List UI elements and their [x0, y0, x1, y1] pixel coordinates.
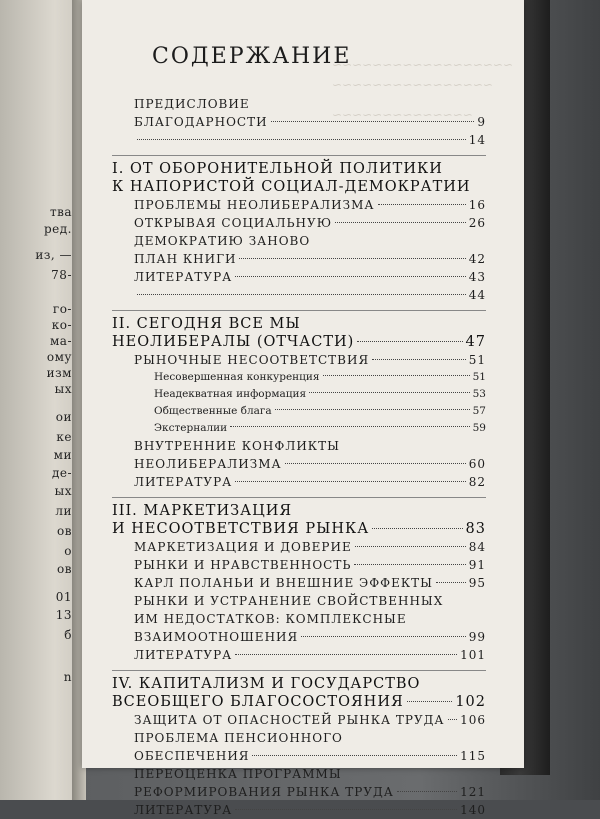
toc-section: [112, 455, 486, 473]
table-of-contents: [112, 95, 486, 819]
entry-title: ПЕРЕОЦЕНКА ПРОГРАММЫ: [134, 767, 342, 781]
toc-subsection: [112, 403, 486, 420]
dot-leader: [372, 528, 462, 529]
left-page: [0, 0, 78, 800]
entry-title: ВЗАИМООТНОШЕНИЯ: [134, 630, 299, 644]
page-number: 26: [468, 216, 486, 230]
entry-title: ОТКРЫВАЯ СОЦИАЛЬНУЮ: [134, 216, 333, 230]
left-page-fragment: ои: [55, 410, 72, 424]
page-number: 106: [460, 713, 486, 727]
toc-section: [112, 232, 486, 250]
page-number: 83: [465, 521, 486, 537]
entry-title: ЛИТЕРАТУРА: [134, 475, 233, 489]
toc-chapter-heading: [112, 675, 486, 693]
page-number: 16: [468, 198, 486, 212]
entry-title: Экстерналии: [154, 422, 228, 434]
page-number: 9: [477, 115, 486, 129]
dot-leader: [235, 481, 465, 482]
toc-section: [112, 747, 486, 765]
entry-title: РЫНОЧНЫЕ НЕСООТВЕТСТВИЯ: [134, 353, 370, 367]
dot-leader: [357, 341, 462, 342]
toc-section: [112, 214, 486, 232]
entry-title: К НАПОРИСТОЙ СОЦИАЛ-ДЕМОКРАТИИ: [112, 179, 471, 195]
left-page-fragment: ов: [57, 524, 72, 538]
show-through-text: ~~~~~~~~~~~~~~: [332, 108, 473, 122]
page-number: 95: [468, 576, 486, 590]
toc-section: [112, 538, 486, 556]
dot-leader: [235, 276, 465, 277]
chapter-separator: [112, 497, 486, 498]
entry-title: ВСЕОБЩЕГО БЛАГОСОСТОЯНИЯ: [112, 694, 404, 710]
toc-section: [112, 610, 486, 628]
page-number: 140: [460, 803, 486, 817]
dot-leader: [407, 701, 453, 702]
toc-section: [112, 113, 486, 131]
entry-title: ПРОБЛЕМЫ НЕОЛИБЕРАЛИЗМА: [134, 198, 375, 212]
page-number: 51: [468, 353, 486, 367]
dot-leader: [397, 791, 457, 792]
left-page-fragment: ому: [46, 350, 72, 364]
left-page-fragment: изм: [46, 366, 72, 380]
entry-title: ЛИТЕРАТУРА: [134, 648, 233, 662]
page-title: СОДЕРЖАНИЕ: [152, 44, 352, 69]
page-number: 84: [468, 540, 486, 554]
chapter-separator: [112, 310, 486, 311]
left-page-fragment: о: [64, 544, 72, 558]
entry-title: И НЕСООТВЕТСТВИЯ РЫНКА: [112, 521, 370, 537]
page-number: 47: [465, 334, 486, 350]
entry-title: III. МАРКЕТИЗАЦИЯ: [112, 503, 293, 519]
show-through-text: ~~~~~~~~~~~~~~~~: [332, 78, 493, 92]
toc-page: [82, 0, 524, 817]
chapter-separator: [112, 670, 486, 671]
toc-section: [112, 574, 486, 592]
dot-leader: [137, 139, 466, 140]
dot-leader: [137, 294, 466, 295]
entry-title: ВНУТРЕННИЕ КОНФЛИКТЫ: [134, 439, 340, 453]
entry-title: РЫНКИ И НРАВСТВЕННОСТЬ: [134, 558, 352, 572]
left-page-fragment: ов: [57, 562, 72, 576]
entry-title: РЕФОРМИРОВАНИЯ РЫНКА ТРУДА: [134, 785, 394, 799]
dot-leader: [323, 375, 470, 376]
dot-leader: [230, 426, 469, 427]
toc-section: [112, 801, 486, 819]
left-page-fragment: ма-: [49, 334, 72, 348]
toc-chapter-heading: [112, 160, 486, 178]
toc-chapter-heading: [112, 693, 486, 711]
page-number: 57: [472, 405, 486, 417]
entry-title: IV. КАПИТАЛИЗМ И ГОСУДАРСТВО: [112, 676, 421, 692]
entry-title: НЕОЛИБЕРАЛЫ (ОТЧАСТИ): [112, 334, 355, 350]
toc-chapter-heading: [112, 333, 486, 351]
entry-title: РЫНКИ И УСТРАНЕНИЕ СВОЙСТВЕННЫХ: [134, 594, 444, 608]
entry-title: ПРЕДИСЛОВИЕ: [134, 97, 250, 111]
dot-leader: [235, 809, 457, 810]
entry-title: ЛИТЕРАТУРА: [134, 270, 233, 284]
toc-page-number-line: [112, 286, 486, 304]
left-page-fragment: 78-: [51, 268, 72, 282]
left-page-fragment: ко-: [51, 318, 72, 332]
page-number: 42: [468, 252, 486, 266]
show-through-text: ~~~~~~~~~~~~~~~~~~: [332, 58, 513, 72]
toc-chapter-heading: [112, 520, 486, 538]
toc-section: [112, 592, 486, 610]
page-number: 101: [460, 648, 486, 662]
dot-leader: [335, 222, 466, 223]
left-page-fragment: ли: [55, 504, 72, 518]
entry-title: II. СЕГОДНЯ ВСЕ МЫ: [112, 316, 301, 332]
left-page-fragment: б: [64, 628, 72, 642]
toc-chapter-heading: [112, 502, 486, 520]
entry-title: ПЛАН КНИГИ: [134, 252, 237, 266]
toc-section: [112, 268, 486, 286]
toc-subsection: [112, 369, 486, 386]
dot-leader: [354, 564, 465, 565]
toc-section: [112, 250, 486, 268]
left-page-fragment: ых: [54, 382, 72, 396]
page-number: 99: [468, 630, 486, 644]
dot-leader: [378, 204, 466, 205]
left-page-fragment: из, —: [35, 248, 72, 262]
dot-leader: [271, 121, 475, 122]
entry-title: МАРКЕТИЗАЦИЯ И ДОВЕРИЕ: [134, 540, 352, 554]
toc-section: [112, 765, 486, 783]
left-page-fragment: 13: [55, 608, 72, 622]
dot-leader: [285, 463, 466, 464]
entry-title: ПРОБЛЕМА ПЕНСИОННОГО: [134, 731, 343, 745]
toc-section: [112, 783, 486, 801]
dot-leader: [235, 654, 457, 655]
toc-section: [112, 729, 486, 747]
entry-title: ЗАЩИТА ОТ ОПАСНОСТЕЙ РЫНКА ТРУДА: [134, 713, 445, 727]
entry-title: ДЕМОКРАТИЮ ЗАНОВО: [134, 234, 311, 248]
left-page-fragment: де-: [51, 466, 72, 480]
entry-title: ОБЕСПЕЧЕНИЯ: [134, 749, 250, 763]
dot-leader: [355, 546, 466, 547]
left-page-fragment: го-: [52, 302, 72, 316]
page-number: 115: [460, 749, 486, 763]
page-number: 60: [468, 457, 486, 471]
chapter-separator: [112, 155, 486, 156]
toc-section: [112, 556, 486, 574]
toc-section: [112, 437, 486, 455]
entry-title: Общественные блага: [154, 405, 272, 417]
entry-title: ИМ НЕДОСТАТКОВ: КОМПЛЕКСНЫЕ: [134, 612, 407, 626]
toc-section: [112, 473, 486, 491]
entry-title: I. ОТ ОБОРОНИТЕЛЬНОЙ ПОЛИТИКИ: [112, 161, 443, 177]
dot-leader: [372, 359, 466, 360]
page-number: 59: [472, 422, 486, 434]
toc-section: [112, 351, 486, 369]
toc-section: [112, 95, 486, 113]
dot-leader: [275, 409, 470, 410]
page-number: 51: [472, 371, 486, 383]
left-page-fragment: 01: [55, 590, 72, 604]
page-number: 44: [468, 288, 486, 302]
entry-title: Неадекватная информация: [154, 388, 307, 400]
dot-leader: [301, 636, 466, 637]
dot-leader: [448, 719, 458, 720]
left-page-fragment: тва: [49, 205, 72, 219]
entry-title: Несовершенная конкуренция: [154, 371, 320, 383]
page-number: 102: [455, 694, 486, 710]
toc-section: [112, 196, 486, 214]
left-page-fragment: ред.: [44, 222, 72, 236]
toc-chapter-heading: [112, 315, 486, 333]
page-number: 82: [468, 475, 486, 489]
page-number: 43: [468, 270, 486, 284]
page-number: 121: [460, 785, 486, 799]
left-page-fragment: ых: [54, 484, 72, 498]
dot-leader: [239, 258, 465, 259]
toc-subsection: [112, 420, 486, 437]
dot-leader: [252, 755, 457, 756]
entry-title: БЛАГОДАРНОСТИ: [134, 115, 268, 129]
left-page-fragment: ми: [53, 448, 72, 462]
page-number: 91: [468, 558, 486, 572]
entry-title: НЕОЛИБЕРАЛИЗМА: [134, 457, 282, 471]
page-number: 14: [468, 133, 486, 147]
left-page-fragment: ке: [56, 430, 72, 444]
toc-page-number-line: [112, 131, 486, 149]
entry-title: КАРЛ ПОЛАНЬИ И ВНЕШНИЕ ЭФФЕКТЫ: [134, 576, 433, 590]
toc-section: [112, 646, 486, 664]
toc-chapter-heading: [112, 178, 486, 196]
entry-title: ЛИТЕРАТУРА: [134, 803, 233, 817]
toc-section: [112, 628, 486, 646]
page-number: 53: [472, 388, 486, 400]
toc-subsection: [112, 386, 486, 403]
dot-leader: [309, 392, 469, 393]
toc-section: [112, 711, 486, 729]
left-page-fragment: n: [63, 670, 72, 684]
dot-leader: [436, 582, 466, 583]
